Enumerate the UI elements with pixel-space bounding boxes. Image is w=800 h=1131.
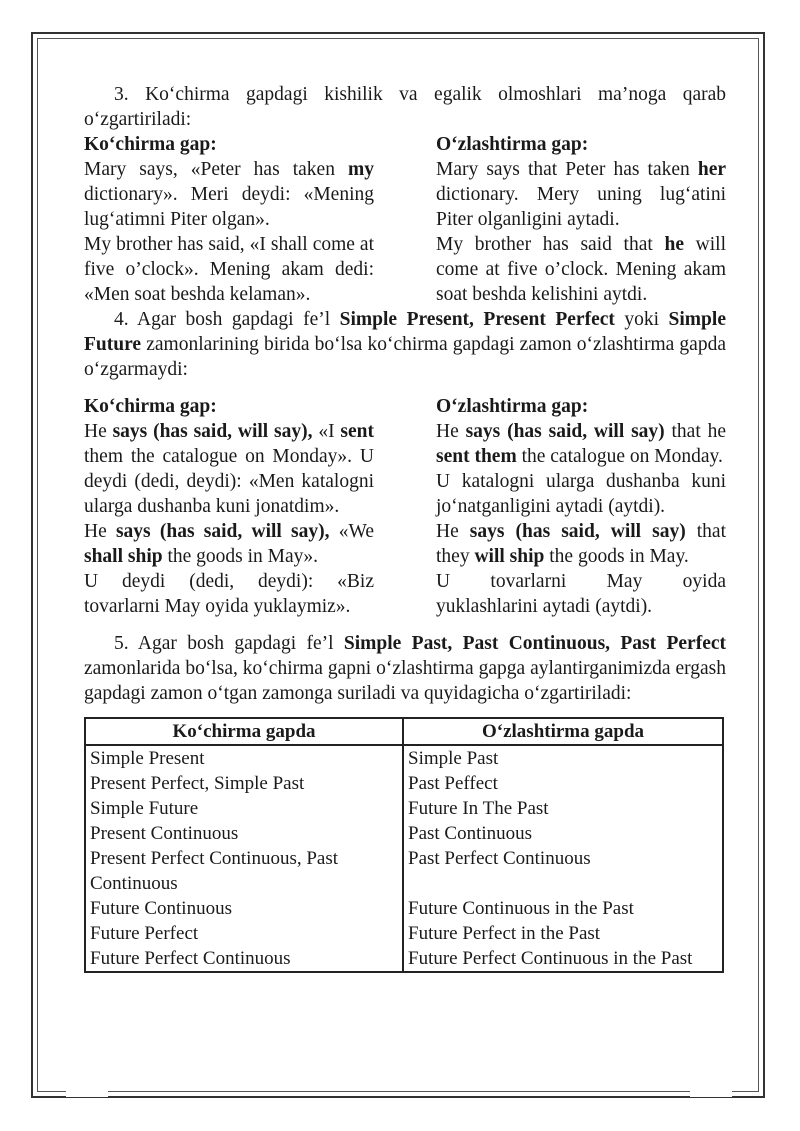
table-cell: Future Continuous in the Past (403, 896, 723, 921)
table-cell: Present Perfect Continuous, Past Continuous (90, 848, 339, 894)
section4-left-heading: Ko‘chirma gap: (84, 396, 217, 417)
section3-left-para-1: Mary says, «Peter has taken my dictionary». Meri deydi: «Mening lug‘atimni Piter olgan». (84, 159, 374, 230)
section4-left-para-3: U deydi (dedi, deydi): «Biz tovarlarni May oyida yuklaymiz». (84, 571, 374, 617)
table-cell: Future Continuous (90, 898, 232, 919)
table-cell: Simple Present (90, 748, 205, 769)
section3-right-heading: O‘zlashtirma gap: (436, 134, 589, 155)
section3-left-column (84, 132, 374, 307)
table-cell: Simple Future (90, 798, 199, 819)
section5-intro: 5. Agar bosh gapdagi fe’l Simple Past, Past Continuous, Past Perfect zamonlarida bo‘lsa, ko‘chirma gapni o‘zlashtirma gapga aylantirganimizda ergash gapdagi zamon o‘tgan zamonga suriladi va quyidagicha o‘zgartiriladi: (84, 633, 726, 704)
section4-left-para-1: He says (has said, will say), «I sent them the catalogue on Monday». U deydi (dedi, deydi): «Men katalogni ularga dushanba kuni jonatdim». (84, 421, 375, 517)
section3-left-heading: Ko‘chirma gap: (84, 134, 217, 155)
table-cell: Future Perfect Continuous in the Past (403, 946, 723, 972)
section3-columns (84, 132, 726, 307)
table-cell: Future Perfect Continuous (90, 948, 291, 969)
section4-right-column (436, 394, 726, 619)
table-cell: Present Perfect, Simple Past (90, 773, 305, 794)
table-header-reported: O‘zlashtirma gapda (403, 718, 723, 745)
border-gap-right (690, 1085, 732, 1097)
table-cell: Simple Past (403, 745, 723, 771)
table-cell: Past Peffect (403, 771, 723, 796)
table-cell: Future Perfect in the Past (403, 921, 723, 946)
section4-right-para-4: U tovarlarni May oyida yuklashlarini aytadi (aytdi). (436, 571, 726, 617)
table-header-row (85, 718, 723, 745)
section4-right-para-1: He says (has said, will say) that he sent them the catalogue on Monday. (436, 421, 726, 467)
table-cell: Present Continuous (90, 823, 239, 844)
table-row (85, 896, 723, 921)
table-row (85, 796, 723, 821)
page-content (84, 82, 726, 973)
section4-columns (84, 394, 726, 619)
table-cell: Past Continuous (403, 821, 723, 846)
table-row (85, 771, 723, 796)
section4-left-para-2: He says (has said, will say), «We shall ship the goods in May». (84, 521, 374, 567)
section3-right-column (436, 132, 726, 307)
section4-right-heading: O‘zlashtirma gap: (436, 396, 589, 417)
section4-right-para-3: He says (has said, will say) that they will ship the goods in May. (436, 521, 726, 567)
tense-shift-table (84, 717, 724, 973)
table-row (85, 821, 723, 846)
table-row (85, 921, 723, 946)
section3-right-para-1: Mary says that Peter has taken her dictionary. Mery uning lug‘atini Piter olganligini aytadi. (436, 159, 726, 230)
table-row (85, 946, 723, 972)
section3-intro: 3. Ko‘chirma gapdagi kishilik va egalik olmoshlari ma’noga qarab o‘zgartiriladi: (84, 84, 726, 130)
table-cell: Future In The Past (403, 796, 723, 821)
section4-left-column (84, 394, 374, 619)
border-gap-left (66, 1085, 108, 1097)
section3-right-para-2: My brother has said that he will come at five o’clock. Mening akam soat beshda kelishini aytdi. (436, 234, 726, 305)
table-cell: Past Perfect Continuous (403, 846, 723, 896)
table-row (85, 745, 723, 771)
section3-left-para-2: My brother has said, «I shall come at five o’clock». Mening akam dedi: «Men soat beshda kelaman». (84, 234, 374, 305)
table-cell: Future Perfect (90, 923, 199, 944)
section4-right-para-2: U katalogni ularga dushanba kuni jo‘natganligini aytadi (aytdi). (436, 471, 726, 517)
section4-intro: 4. Agar bosh gapdagi fe’l Simple Present, Present Perfect yoki Simple Future zamonlarining birida bo‘lsa ko‘chirma gapdagi zamon o‘zlashtirma gapda o‘zgarmaydi: (84, 309, 726, 380)
table-header-direct: Ko‘chirma gapda (85, 718, 403, 745)
table-row (85, 846, 723, 896)
